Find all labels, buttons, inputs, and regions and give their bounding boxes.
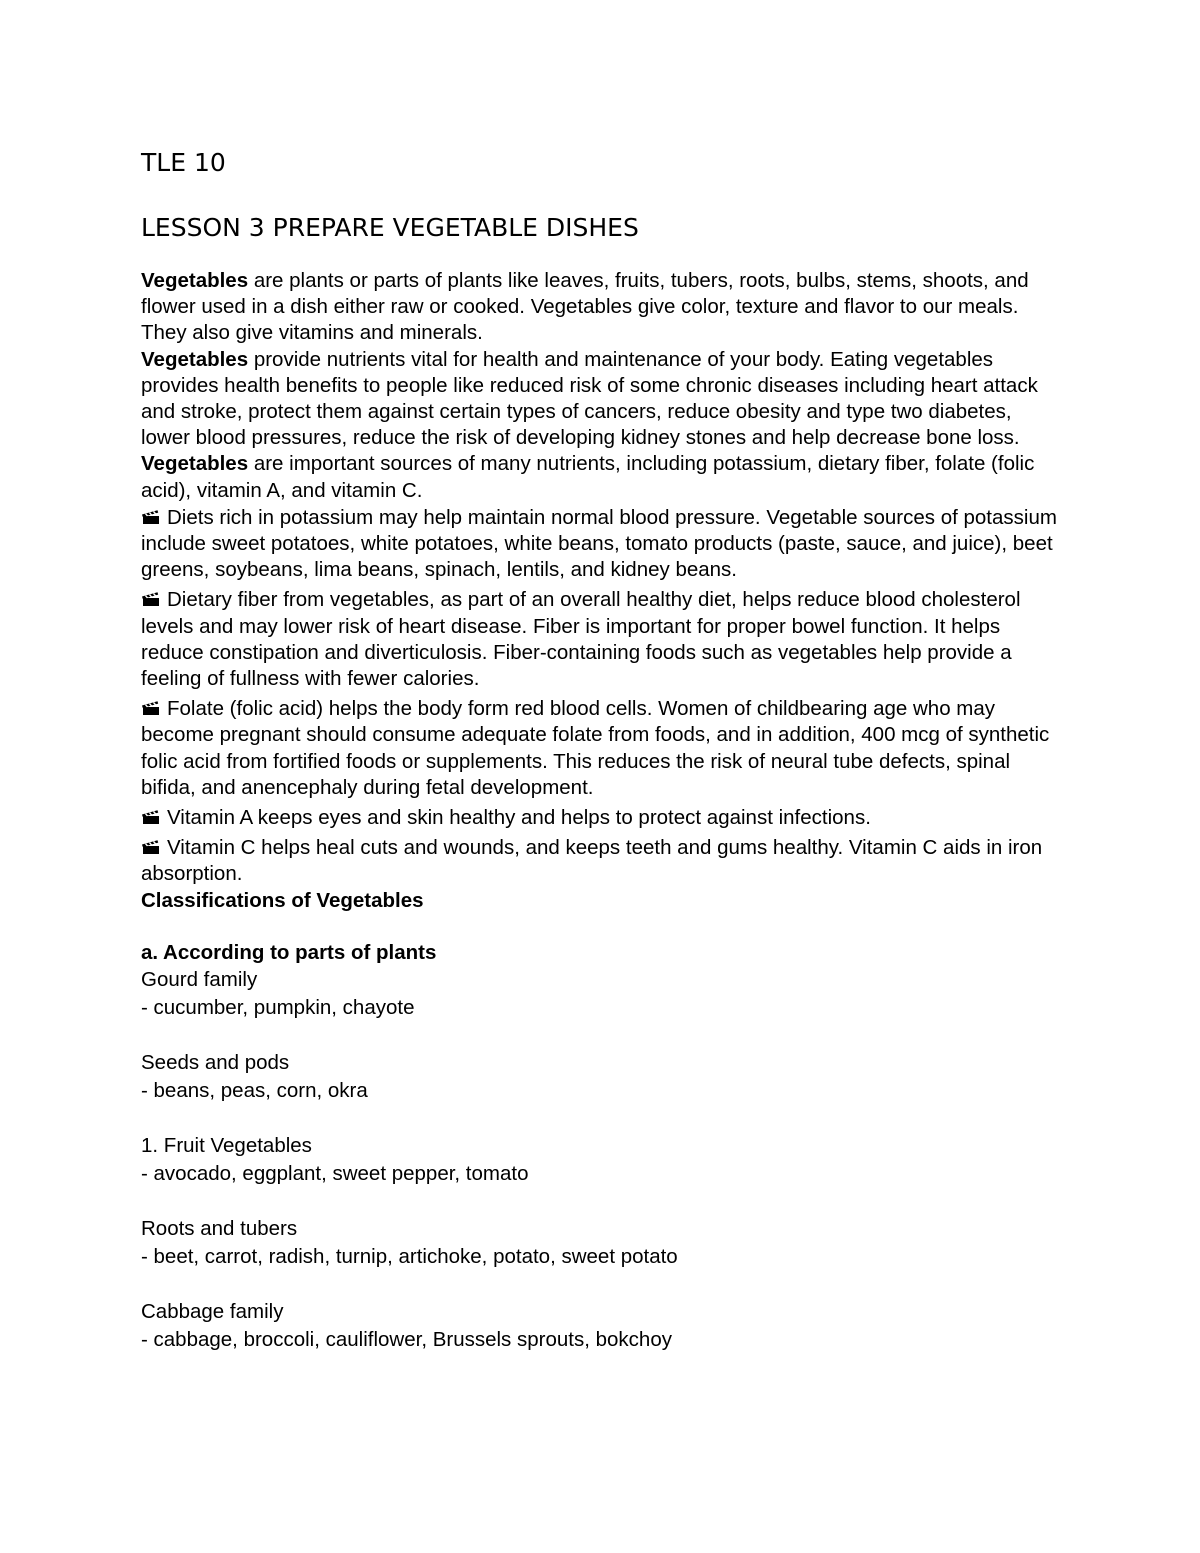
clapperboard-icon (141, 591, 161, 607)
clapperboard-icon (141, 509, 161, 525)
group-items: - beet, carrot, radish, turnip, artichoke, potato, sweet potato (141, 1245, 678, 1269)
classification-group (141, 966, 1061, 1022)
clapperboard-icon (141, 809, 161, 825)
nutrient-bullet-list (141, 505, 1061, 888)
intro-paragraph (141, 451, 1061, 503)
classification-groups (141, 966, 1061, 1354)
classification-group (141, 1132, 1061, 1188)
intro-text: are plants or parts of plants like leaves, fruits, tubers, roots, bulbs, stems, shoots, and flower used in a dish either raw or cooked. Vegetables give color, texture and flavor to our meals. They also give vitamins and minerals. (141, 269, 1029, 345)
bullet-text: Dietary fiber from vegetables, as part of an overall healthy diet, helps reduce blood cholesterol levels and may lower risk of heart disease. Fiber is important for proper bowel function. It helps reduce constipation and diverticulosis. Fiber-containing foods such as vegetables help provide a feeling of fullness with fewer calories. (141, 588, 1021, 691)
intro-paragraph (141, 268, 1061, 347)
group-items: - avocado, eggplant, sweet pepper, tomato (141, 1162, 529, 1186)
intro-paragraph (141, 347, 1061, 452)
group-name: Seeds and pods (141, 1051, 290, 1075)
group-name: Roots and tubers (141, 1217, 298, 1241)
classification-group (141, 1215, 1061, 1271)
group-name: Gourd family (141, 968, 258, 992)
lesson-title: LESSON 3 PREPARE VEGETABLE DISHES (141, 213, 639, 242)
intro-text: are important sources of many nutrients, including potassium, dietary fiber, folate (folic acid), vitamin A, and vitamin C. (141, 452, 1035, 502)
list-item (141, 587, 1061, 692)
clapperboard-icon (141, 700, 161, 716)
classifications-heading: Classifications of Vegetables (141, 888, 424, 912)
group-name: Cabbage family (141, 1300, 284, 1324)
course-title: TLE 10 (141, 148, 226, 177)
group-name: 1. Fruit Vegetables (141, 1134, 312, 1158)
list-item (141, 505, 1061, 584)
bullet-text: Vitamin A keeps eyes and skin healthy and helps to protect against infections. (167, 806, 871, 830)
bullet-text: Diets rich in potassium may help maintain normal blood pressure. Vegetable sources of potassium include sweet potatoes, white potatoes, white beans, tomato products (paste, sauce, and juice), beet greens, soybeans, lima beans, spinach, lentils, and kidney beans. (141, 505, 1057, 582)
clapperboard-icon (141, 839, 161, 855)
group-items: - cucumber, pumpkin, chayote (141, 996, 415, 1020)
list-item (141, 835, 1061, 887)
classification-group (141, 1298, 1061, 1354)
bullet-text: Vitamin C helps heal cuts and wounds, and keeps teeth and gums healthy. Vitamin C aids in iron absorption. (141, 836, 1043, 886)
classification-group (141, 1049, 1061, 1105)
group-items: - beans, peas, corn, okra (141, 1079, 368, 1103)
bullet-text: Folate (folic acid) helps the body form red blood cells. Women of childbearing age who may become pregnant should consume adequate folate from foods, and in addition, 400 mcg of synthetic folic acid from fortified foods or supplements. This reduces the risk of neural tube defects, spinal bifida, and anencephaly during fetal development. (141, 697, 1050, 799)
group-items: - cabbage, broccoli, cauliflower, Brussels sprouts, bokchoy (141, 1328, 672, 1352)
document-page (141, 138, 1061, 1354)
intro-text: provide nutrients vital for health and maintenance of your body. Eating vegetables provides health benefits to people like reduced risk of some chronic diseases including heart attack and stroke, protect them against certain types of cancers, reduce obesity and type two diabetes, lower blood pressures, reduce the risk of developing kidney stones and help decrease bone loss. (141, 347, 1038, 450)
intro-section (141, 268, 1061, 504)
intro-lead-term: Vegetables (141, 347, 249, 371)
classifications-subheading: a. According to parts of plants (141, 940, 437, 964)
intro-lead-term: Vegetables (141, 452, 249, 476)
list-item (141, 696, 1061, 801)
intro-lead-term: Vegetables (141, 269, 249, 292)
list-item (141, 805, 1061, 831)
